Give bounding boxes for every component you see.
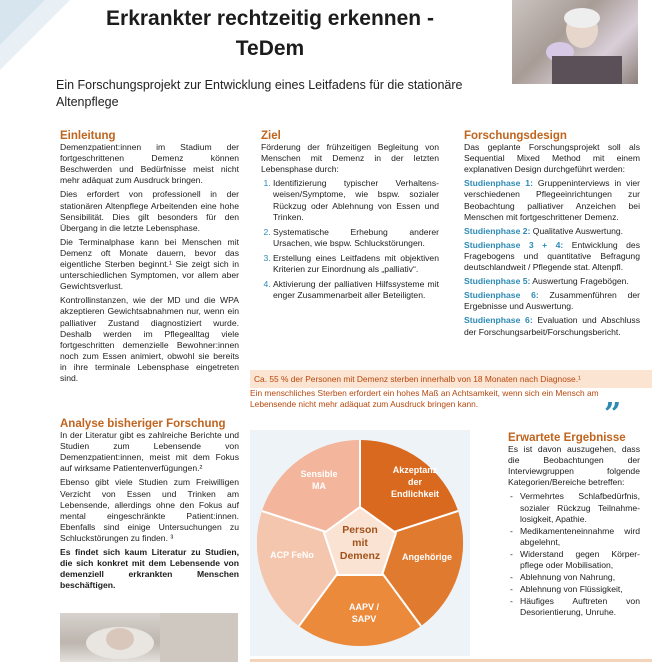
ergebnisse-intro: Es ist davon auszugehen, dass die Beobachtungen der Interviewgruppen folgende Kategorien/Bereiche betreffen: — [508, 444, 640, 488]
diagram-label: MA — [312, 481, 326, 491]
fact-banner: Ca. 55 % der Personen mit Demenz sterben innerhalb von 18 Monaten nach Diagnose.¹ — [250, 370, 652, 388]
einleitung-section — [60, 131, 239, 387]
ziel-item: 2. Systematische Erhebung anderer Ursachen, wie bspw. Schluckstörungen. — [273, 227, 439, 249]
diagram-label: SAPV — [351, 614, 377, 624]
study-phase: Studienphase 2: Qualitative Auswertung. — [464, 225, 624, 236]
einleitung-heading: Einleitung — [60, 130, 116, 142]
ergebnisse-item: - Vermehrtes Schlafbedürfnis, sozialer Rückzug Teilnahme-losigkeit, Apathie. — [520, 491, 640, 524]
ziel-section — [261, 131, 439, 305]
ergebnisse-section — [508, 433, 640, 620]
ergebnisse-item: - Ablehnung von Flüssigkeit, — [520, 584, 640, 595]
patient-bed-photo — [60, 613, 238, 662]
diagram-label: der — [407, 477, 423, 487]
diagram-center-label: Demenz — [339, 550, 381, 562]
study-phase: Studienphase 6: Evaluation und Abschluss der Forschungsarbeit/Forschungsbericht. — [464, 315, 641, 337]
diagram-label: Akzeptanz — [392, 465, 438, 475]
study-phase: Studienphase 3 + 4: Entwicklung des Fragebogens und quantitative Befragung deutschlandweit / Pflegende stat. Altenpfl. — [464, 239, 640, 273]
analyse-heading: Analyse bisheriger Forschung — [60, 418, 226, 430]
einleitung-p1: Demenzpatient:innen im Stadium der fortgeschrittenen Demenz können Beschwerden und Bedürfnisse meist nicht mehr adäquat zum Ausdruck bringen. — [60, 142, 239, 186]
ergebnisse-item: - Widerstand gegen Körper-pflege oder Mobilisation, — [520, 549, 640, 571]
forschungsdesign-heading: Forschungsdesign — [464, 130, 567, 142]
care-diagram — [250, 430, 470, 656]
ziel-item: 1. Identifizierung typischer Verhaltens-weisen/Symptome, wie bspw. sozialer Rückzug oder Ablehnung von Essen und Trinken. — [273, 178, 439, 222]
ergebnisse-list — [508, 491, 640, 618]
einleitung-p4: Kontrollinstanzen, wie der MD und die WPA akzeptieren Gewichtsabnahmen nur, wenn ein palliativer Zustand diagnostiziert wurde. Deshalb werden im Pflegealltag viele fortgeschritten demenzielle Bewohner:innen noch zum Essen animiert, obwohl sie bereits in ihre terminale Lebensphase eingetreten sind. — [60, 295, 239, 383]
diagram-label: ACP FeNo — [270, 550, 314, 560]
ergebnisse-item: - Häufiges Auftreten von Desorientierung, Unruhe. — [520, 596, 640, 618]
ziel-intro: Förderung der frühzeitigen Begleitung von Menschen mit Demenz in der letzten Lebensphase durch: — [261, 142, 439, 175]
diagram-label: Angehörige — [401, 552, 453, 562]
diagram-center-label: Person — [342, 524, 378, 536]
elderly-person-photo — [512, 0, 638, 84]
forschungsdesign-section — [464, 131, 640, 341]
study-phase: Studienphase 5: Auswertung Fragebögen. — [464, 276, 629, 287]
ergebnisse-heading: Erwartete Ergebnisse — [508, 432, 626, 444]
analyse-p2: Ebenso gibt viele Studien zum Freiwilligen Verzicht von Essen und Trinken am Lebensende, allerdings ohne den Fokus auf mental eingeschränkte Patient:innen. Ebenfalls sind einige Untersuchungen zu Schluckstörungen zu finden. ³ — [60, 477, 239, 543]
forschungsdesign-intro: Das geplante Forschungsprojekt soll als Sequential Mixed Method mit einem explanativen Design durchgeführt werden: — [464, 142, 640, 175]
ergebnisse-item: - Medikamenteneinnahme wird abgelehnt, — [520, 526, 640, 548]
einleitung-p2: Dies erfordert von professionell in der stationären Altenpflege Arbeitenden eine hohe Sensibilität. Dies gilt besonders für den Übergang in die letzte Lebensphase. — [60, 189, 239, 233]
statement-text: Ein menschliches Sterben erfordert ein hohes Maß an Achtsamkeit, wenn sich ein Mensch am Lebensende nicht mehr adäquat zum Ausdruck bringen kann. — [250, 388, 599, 409]
ergebnisse-item: - Ablehnung von Nahrung, — [520, 572, 640, 583]
page-title: Erkrankter rechtzeitig erkennen - TeDem — [106, 7, 434, 60]
diagram-label: Endlichkeit — [390, 489, 440, 499]
ziel-item: 4. Aktivierung der palliativen Hilfssysteme mit enger Zusammenarbeit aller Beteiligten. — [273, 279, 439, 301]
einleitung-p3: Die Terminalphase kann bei Menschen mit Demenz oft Monate dauern, bevor das eigentliche Sterben beginnt.¹ Sie zeigt sich in unterschiedlichen Symptomen, vor allem aber Gewichtsverlust. — [60, 236, 239, 292]
page-subtitle: Ein Forschungsprojekt zur Entwicklung eines Leitfadens für die stationäre Altenpflege — [56, 78, 463, 109]
ziel-item: 3. Erstellung eines Leitfadens mit objektiven Kriterien zur Einordnung als „palliativ“. — [273, 253, 439, 275]
study-phase: Studienphase 1: Gruppeninterviews in vier verschiedenen Pflegeeinrichtungen zur Beobachtung palliativer Anzeichen bei Menschen mit fortgeschrittener Demenz. — [464, 178, 641, 222]
ziel-heading: Ziel — [261, 130, 281, 142]
analyse-p3: Es findet sich kaum Literatur zu Studien, die sich konkret mit dem Lebensende von demenziell erkrankten Menschen beschäftigen. — [60, 547, 239, 591]
diagram-center-label: mit — [352, 537, 368, 549]
analyse-p1: In der Literatur gibt es zahlreiche Berichte und Studien zum Lebensende von Demenzpatient:innen, meist mit dem Fokus auf wirksame Patientenverfügungen.² — [60, 430, 239, 474]
study-phase: Studienphase 6: Zusammenführen der Ergebnisse und Auswertung. — [464, 290, 640, 312]
ziel-list — [261, 178, 439, 301]
diagram-label: AAPV / — [348, 602, 380, 612]
analyse-section — [60, 419, 239, 594]
quote-mark-icon: ” — [604, 397, 622, 432]
diagram-label: Sensible — [300, 469, 338, 479]
